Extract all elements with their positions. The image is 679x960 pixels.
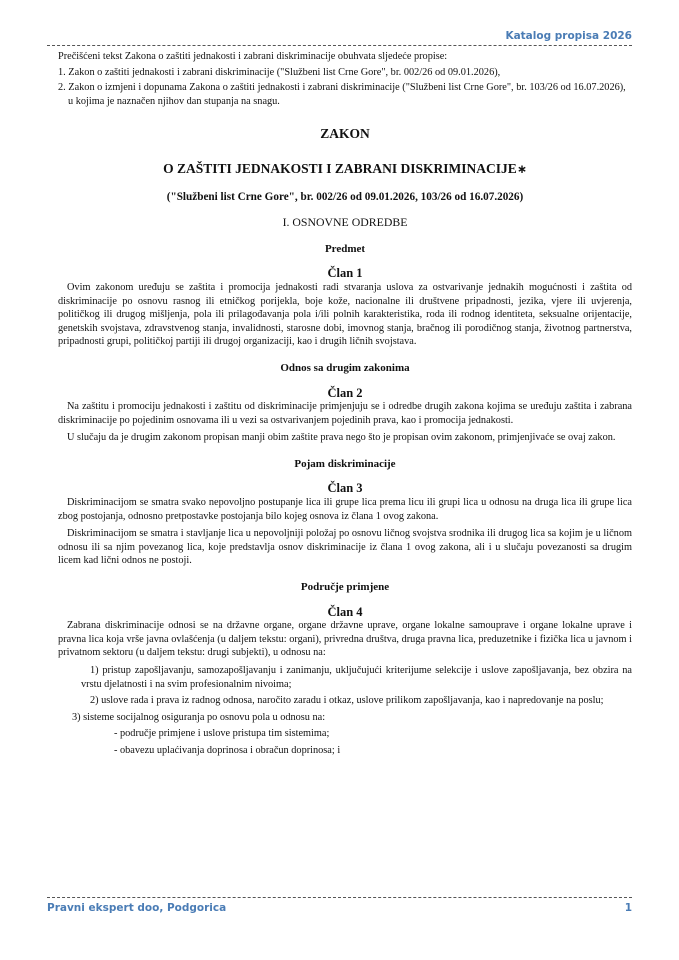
- page-number: 1: [624, 902, 632, 914]
- article-paragraph: Na zaštitu i promociju jednakosti i zaštitu od diskriminacije primjenjuju se i odredbe drugih zakona kojima se uređuju zaštita i zabrana diskriminacije po pojedinim osnovama ili u vezi sa ostvarivanjem pojedinih prava, kao i promocija jednakosti.: [58, 401, 632, 426]
- article-paragraph: Diskriminacijom se smatra i stavljanje lica u nepovoljniji položaj po osnovu ličnog svojstva srodnika ili drugog lica sa kojim je u ličnom odnosu ili sa njim povezanog lica, koje predstavlja osnov diskriminacije iz člana 1 ovog zakona, ali i u slučaju povezanosti sa drugim licem kad lični odnos ne postoji.: [58, 528, 632, 567]
- header-divider: [47, 45, 632, 46]
- article-subitem: - obavezu uplaćivanja doprinosa i obračun doprinosa; i: [114, 744, 341, 756]
- intro-lead: Prečišćeni tekst Zakona o zaštiti jednakosti i zabrani diskriminacije obuhvata sljedeće propise:: [58, 51, 448, 62]
- document-body: [58, 50, 632, 761]
- article-paragraph: Ovim zakonom uređuju se zaštita i promocija jednakosti radi stvaranja uslova za ostvarivanje jednakih mogućnosti i zaštita od diskriminacije po osnovu rasnog ili etničkog porijekla, boje kože, nacionalne ili društvene pripadnosti, jezika, vjere ili uvjerenja, političkog ili drugog mišljenja, pola ili prilagođavanja pola i/ili polnih karakteristika, roda ili rodnog identiteta, seksualne orijentacije, genetskih svojstava, zdravstvenog stanja, invalidnosti, starosne dobi, imovnog stanja, bračnog ili porodičnog stanja, životnog partnerstva, pripadnosti grupi, političkoj partiji ili drugoj organizaciji, kao i drugih ličnih svojstava.: [58, 281, 632, 348]
- article-list-item: 1) pristup zapošljavanju, samozapošljavanju i zanimanju, uključujući kriterijume selekcije i uslove zapošljavanja, bez obzira na vrstu djelatnosti i na svim profesionalnim nivoima;: [81, 665, 632, 690]
- footnote-marker: ∗: [516, 161, 527, 176]
- article-number: Član 4: [327, 604, 363, 619]
- footer-publisher: Pravni ekspert doo, Podgorica: [47, 902, 227, 914]
- article-paragraph: Diskriminacijom se smatra svako nepovoljno postupanje lica ili grupe lica prema licu ili grupi lica u odnosu na druga lica ili grupe lica zbog postojanja, odnosno pretpostavke postojanja bilo kojeg osnova iz člana 1 ovog zakona.: [58, 497, 632, 522]
- law-subtitle-text: O ZAŠTITI JEDNAKOSTI I ZABRANI DISKRIMINACIJE: [163, 160, 517, 176]
- section-heading: Predmet: [324, 242, 366, 255]
- footer-divider: [47, 897, 632, 898]
- section-heading: Područje primjene: [300, 581, 390, 594]
- article-paragraph: Zabrana diskriminacije odnosi se na državne organe, organe državne uprave, organe lokalne samouprave i organe lokalne uprave i pravna lica koja vrše javna ovlašćenja (u daljem tekstu: organi), privredna društva, druga pravna lica, preduzetnike i fizička lica u javnom i privatnom sektoru (u daljem tekstu: drugi subjekti), u odnosu na:: [58, 620, 632, 659]
- section-heading: Pojam diskriminacije: [294, 457, 396, 470]
- article-subitem: - područje primjene i uslove pristupa tim sistemima;: [114, 728, 330, 740]
- section-heading: Odnos sa drugim zakonima: [280, 361, 410, 374]
- running-header: Katalog propisa 2026: [505, 30, 632, 42]
- article-number: Član 3: [327, 481, 363, 496]
- article-paragraph: U slučaju da je drugim zakonom propisan manji obim zaštite prava nego što je propisan ovim zakonom, primjenjivaće se ovaj zakon.: [67, 432, 616, 444]
- part-heading: I. OSNOVNE ODREDBE: [282, 215, 408, 230]
- intro-list-item: 1. Zakon o zaštiti jednakosti i zabrani diskriminacije ("Službeni list Crne Gore", br. 002/26 od 09.01.2026),: [58, 66, 501, 78]
- article-list-item: 2) uslove rada i prava iz radnog odnosa, naročito zaradu i otkaz, uslove prilikom zapošljavanja, kao i napredovanje na poslu;: [90, 695, 604, 707]
- article-number: Član 2: [327, 385, 363, 400]
- law-subtitle: [58, 162, 632, 177]
- article-number: Član 1: [327, 266, 363, 281]
- gazette-reference: ("Službeni list Crne Gore", br. 002/26 od 09.01.2026, 103/26 od 16.07.2026): [166, 190, 524, 203]
- intro-list-item: 2. Zakon o izmjeni i dopunama Zakona o zaštiti jednakosti i zabrani diskriminacije ("Službeni list Crne Gore", br. 103/26 od 16.07.2026), u kojima je naznačen njihov dan stupanja na snagu.: [58, 82, 626, 107]
- article-list-item: 3) sisteme socijalnog osiguranja po osnovu pola u odnosu na:: [72, 711, 326, 723]
- law-title: ZAKON: [320, 126, 370, 142]
